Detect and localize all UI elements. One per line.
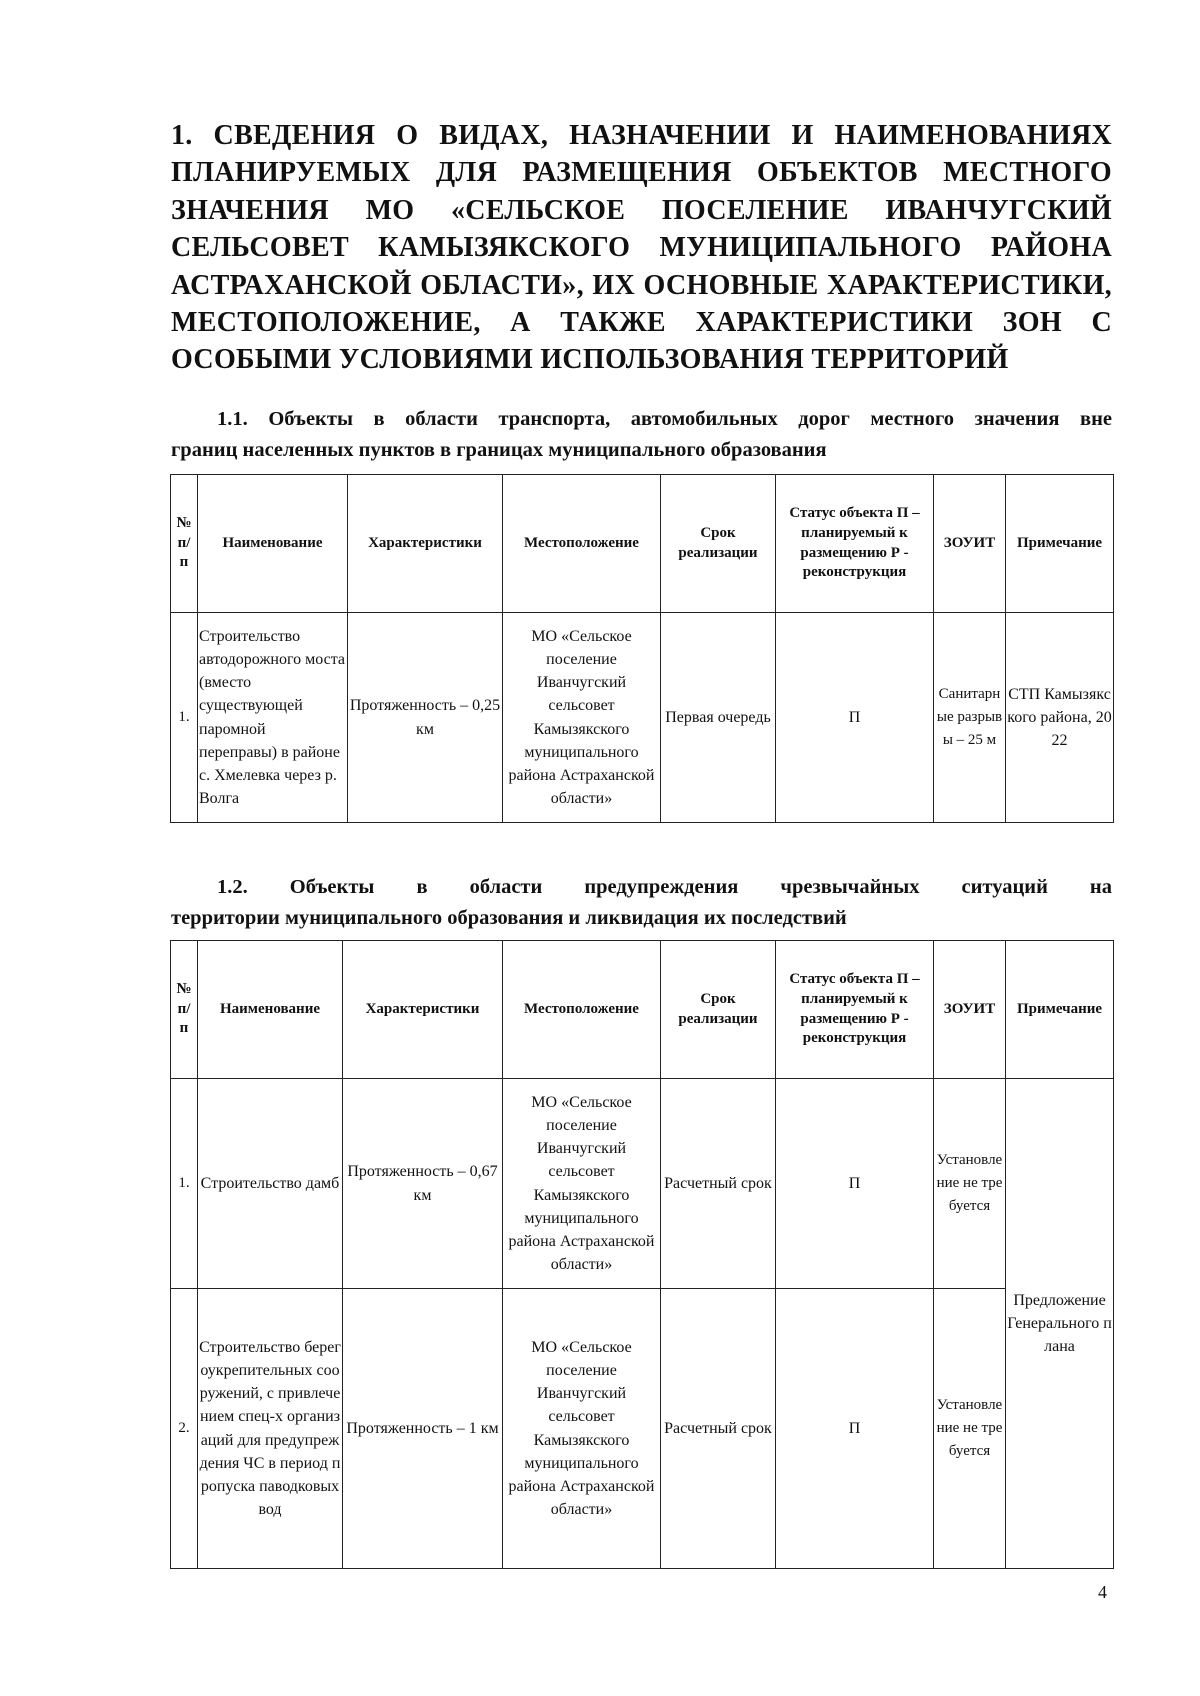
cell-note: СТП Камызякского района, 2022 xyxy=(1006,613,1114,823)
cell-status: П xyxy=(776,1079,934,1289)
table-row xyxy=(171,613,1114,823)
section-title-line: 1.1. Объекты в области транспорта, автомобильных дорог местного значения вне xyxy=(217,408,1112,430)
header-zouit: ЗОУИТ xyxy=(934,941,1006,1079)
cell-location: МО «Сельское поселение Иванчугский сельсовет Камызякского муниципального района Астраханской области» xyxy=(503,1289,661,1569)
title-line: МЕСТОПОЛОЖЕНИЕ, А ТАКЖЕ ХАРАКТЕРИСТИКИ ЗОН С xyxy=(171,307,1112,339)
section-title xyxy=(171,404,1112,466)
table-header-row xyxy=(171,475,1114,613)
header-note: Примечание xyxy=(1006,941,1114,1079)
header-status: Статус объекта П – планируемый к размещению Р - реконструкция xyxy=(776,475,934,613)
emergency-objects-table xyxy=(170,940,1114,1569)
section-title xyxy=(171,872,1112,934)
section-title-line: границ населенных пунктов в границах муниципального образования xyxy=(171,439,827,461)
section-title-line: 1.2. Объекты в области предупреждения чрезвычайных ситуаций на xyxy=(217,876,1112,898)
section-title-line: территории муниципального образования и ликвидация их последствий xyxy=(171,907,847,929)
header-location: Местоположение xyxy=(503,941,661,1079)
cell-name: Строительство дамб xyxy=(198,1079,343,1289)
header-characteristics: Характеристики xyxy=(348,475,503,613)
cell-characteristics: Протяженность – 0,25 км xyxy=(348,613,503,823)
header-term: Срок реализации xyxy=(661,941,776,1079)
cell-num: 1. xyxy=(171,613,198,823)
table-header-row xyxy=(171,941,1114,1079)
main-title xyxy=(171,117,1112,379)
title-line: ПЛАНИРУЕМЫХ ДЛЯ РАЗМЕЩЕНИЯ ОБЪЕКТОВ МЕСТНОГО xyxy=(171,157,1112,189)
header-num: № п/ п xyxy=(171,475,198,613)
cell-characteristics: Протяженность – 1 км xyxy=(343,1289,503,1569)
cell-status: П xyxy=(776,613,934,823)
header-characteristics: Характеристики xyxy=(343,941,503,1079)
cell-term: Расчетный срок xyxy=(661,1079,776,1289)
table-row xyxy=(171,1289,1114,1569)
page-number: 4 xyxy=(1098,1582,1107,1602)
cell-location: МО «Сельское поселение Иванчугский сельсовет Камызякского муниципального района Астраханской области» xyxy=(503,1079,661,1289)
cell-location: МО «Сельское поселение Иванчугский сельсовет Камызякского муниципального района Астраханской области» xyxy=(503,613,661,823)
header-zouit: ЗОУИТ xyxy=(934,475,1006,613)
header-location: Местоположение xyxy=(503,475,661,613)
cell-zouit: Установление не требуется xyxy=(934,1289,1006,1569)
title-line: ОСОБЫМИ УСЛОВИЯМИ ИСПОЛЬЗОВАНИЯ ТЕРРИТОРИЙ xyxy=(171,344,1009,376)
header-status: Статус объекта П – планируемый к размещению Р - реконструкция xyxy=(776,941,934,1079)
cell-name: Строительство берегоукрепительных сооружений, с привлечением спец-х организаций для предупреждения ЧС в период пропуска паводковых вод xyxy=(198,1289,343,1569)
cell-zouit: Установление не требуется xyxy=(934,1079,1006,1289)
header-note: Примечание xyxy=(1006,475,1114,613)
cell-status: П xyxy=(776,1289,934,1569)
title-line: ЗНАЧЕНИЯ МО «СЕЛЬСКОЕ ПОСЕЛЕНИЕ ИВАНЧУГСКИЙ xyxy=(171,194,1112,226)
title-line: АСТРАХАНСКОЙ ОБЛАСТИ», ИХ ОСНОВНЫЕ ХАРАКТЕРИСТИКИ, xyxy=(171,269,1112,301)
cell-characteristics: Протяженность – 0,67 км xyxy=(343,1079,503,1289)
cell-note: Предложение Генерального плана xyxy=(1006,1079,1114,1569)
header-name: Наименование xyxy=(198,475,348,613)
cell-num: 2. xyxy=(171,1289,198,1569)
cell-term: Первая очередь xyxy=(661,613,776,823)
header-num: № п/ п xyxy=(171,941,198,1079)
header-term: Срок реализации xyxy=(661,475,776,613)
header-name: Наименование xyxy=(198,941,343,1079)
cell-zouit: Санитарные разрывы – 25 м xyxy=(934,613,1006,823)
cell-term: Расчетный срок xyxy=(661,1289,776,1569)
cell-num: 1. xyxy=(171,1079,198,1289)
transport-objects-table xyxy=(170,474,1114,823)
title-line: 1. СВЕДЕНИЯ О ВИДАХ, НАЗНАЧЕНИИ И НАИМЕНОВАНИЯХ xyxy=(171,120,1112,151)
cell-name: Строительство автодорожного моста (вместо существующей паромной переправы) в районе с. Хмелевка через р. Волга xyxy=(198,613,348,823)
title-line: СЕЛЬСОВЕТ КАМЫЗЯКСКОГО МУНИЦИПАЛЬНОГО РАЙОНА xyxy=(171,232,1112,264)
table-row xyxy=(171,1079,1114,1289)
